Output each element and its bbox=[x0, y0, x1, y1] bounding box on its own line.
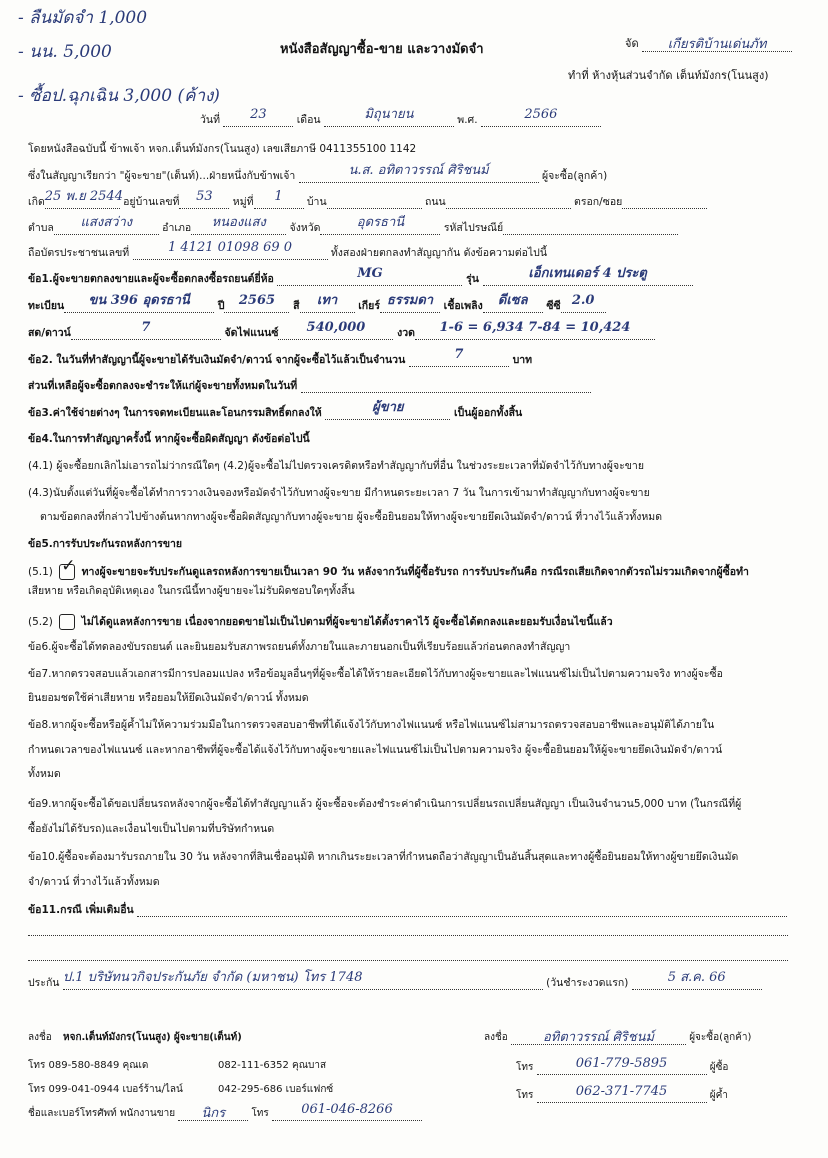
term-label: งวด bbox=[397, 327, 415, 339]
tel-2: 082-111-6352 คุณบาส bbox=[218, 1060, 327, 1071]
first-due-value: 5 ส.ค. 66 bbox=[667, 970, 726, 985]
clause-6: ข้อ6.ผู้จะซื้อได้ทดลองขับรถยนต์ และยินยอมรับสภาพรถยนต์ทั้งภายในและภายนอกเป็นที่เรียบร้อยแล้วก่อนตกลงทำสัญญา bbox=[28, 641, 571, 653]
color-value: เทา bbox=[316, 293, 338, 308]
buyer-tel-value: 061-779-5895 bbox=[575, 1056, 668, 1071]
staff-row bbox=[28, 1102, 422, 1121]
soi-label: ตรอก/ซอย bbox=[574, 196, 623, 208]
staff-label: ชื่อและเบอร์โทรศัพท์ พนักงานขาย bbox=[28, 1108, 176, 1119]
cc-field[interactable] bbox=[561, 293, 606, 313]
buyer-tel-row bbox=[516, 1056, 729, 1075]
buyer-tel-label: โทร bbox=[516, 1062, 534, 1073]
staff-tel-field[interactable] bbox=[272, 1102, 422, 1121]
guarantor-tel-field[interactable] bbox=[537, 1084, 707, 1103]
gear-label: เกียร์ bbox=[358, 300, 380, 312]
guarantor-tel-value: 062-371-7745 bbox=[575, 1084, 668, 1099]
clause-3-row bbox=[28, 400, 792, 420]
day-label: วันที่ bbox=[200, 114, 220, 126]
house-field[interactable] bbox=[179, 189, 229, 209]
insurance-row bbox=[28, 970, 792, 990]
baht-unit: บาท bbox=[512, 354, 533, 366]
month-field[interactable] bbox=[324, 107, 454, 127]
clause-4-3: (4.3)นับตั้งแต่วันที่ผู้จะซื้อได้ทำการวางเงินจองหรือมัดจำไว้กับทางผู้จะขาย มีกำหนดระยะเวลา 7 วัน ในการเข้ามาทำสัญญากับทางผู้จะขาย bbox=[28, 487, 650, 499]
warranty-90-checkbox[interactable] bbox=[59, 556, 76, 580]
tel-1: โทร 089-580-8849 คุณเด bbox=[28, 1060, 149, 1071]
clause-11-label: ข้อ11.กรณี เพิ่มเติมอื่น bbox=[28, 904, 134, 916]
fuel-label: เชื้อเพลิง bbox=[443, 300, 483, 312]
reg-field[interactable] bbox=[64, 293, 214, 313]
buyer-row bbox=[28, 163, 792, 183]
guarantor-tel-role: ผู้ค้ำ bbox=[709, 1090, 728, 1101]
village-field[interactable] bbox=[327, 194, 422, 209]
clause-3-label: ข้อ3.ค่าใช้จ่ายต่างๆ ในการจดทะเบียนและโอนกรรมสิทธิ์ตกลงให้ bbox=[28, 407, 322, 419]
clause-2b-row bbox=[28, 378, 792, 393]
note-line-2: - นน. 5,000 bbox=[18, 42, 112, 62]
fuel-value: ดีเซล bbox=[497, 293, 528, 308]
amphoe-value: หนองแสง bbox=[211, 215, 266, 230]
document-title: หนังสือสัญญาซื้อ-ขาย และวางมัดจำ bbox=[280, 42, 484, 57]
note-line-3: - ซื้อป.ฉุกเฉิน 3,000 (ค้าง) bbox=[18, 86, 220, 106]
reg-value: ขน 396 อุดรธานี bbox=[88, 293, 190, 308]
staff-name-field[interactable] bbox=[178, 1106, 248, 1121]
tel-3: โทร 099-041-0944 เบอร์ร้าน/ไลน์ bbox=[28, 1084, 183, 1095]
tambon-field[interactable] bbox=[54, 215, 159, 235]
clause-5-1-text: ทางผู้จะขายจะรับประกันดูแลรถหลังการขายเป็นเวลา 90 วัน หลังจากวันที่ผู้ซื้อรับรถ การรับประกันคือ กรณีรถเสียเกิดจากตัวรถไม่รวมเกิดจากผู้ซื้อทำ bbox=[81, 566, 749, 578]
place-row bbox=[625, 34, 792, 52]
clause-5-2-row bbox=[28, 614, 792, 630]
clause-5-1-num: (5.1) bbox=[28, 566, 53, 578]
clause-5-2-text: ไม่ได้ดูแลหลังการขาย เนื่องจากยอดขายไม่เป็นไปตามที่ผู้จะขายได้ตั้งราคาไว้ ผู้จะซื้อได้ตกลงและยอมรับเงื่อนไขนี้แล้ว bbox=[81, 616, 613, 628]
down-label: สด/ดาวน์ bbox=[28, 327, 71, 339]
blank-line-1[interactable] bbox=[28, 935, 788, 936]
month-label: เดือน bbox=[296, 114, 321, 126]
vehicle-row bbox=[28, 293, 792, 313]
gear-value: ธรรมดา bbox=[386, 293, 434, 308]
fuel-field[interactable] bbox=[483, 293, 543, 313]
clause-8: ข้อ8.หากผู้จะซื้อหรือผู้ค้ำไม่ให้ความร่วมมือในการตรวจสอบอาชีพที่ได้แจ้งไว้กับทางไฟแนนซ์ หรือไฟแนนซ์ไม่สามารถตรวจสอบอาชีพและอนุมัติได้ภายใน bbox=[28, 719, 715, 731]
address-row bbox=[28, 189, 792, 209]
year-value: 2566 bbox=[524, 107, 558, 122]
clause-8c: ทั้งหมด bbox=[28, 768, 61, 780]
id-label: ถือบัตรประชาชนเลขที่ bbox=[28, 247, 130, 259]
month-value: มิถุนายน bbox=[364, 107, 414, 122]
clause-8b: กำหนดเวลาของไฟแนนซ์ และหากอาชีพที่ผู้จะซื้อได้แจ้งไว้กับทางผู้จะขายและไฟแนนซ์ไม่เป็นไปตามความจริง ผู้จะซื้อยินยอมให้ผู้จะขายยึดเงินมัดจำ/ดาวน์ bbox=[28, 744, 723, 756]
guarantor-tel-row bbox=[516, 1084, 728, 1103]
clause-10: ข้อ10.ผู้ซื้อจะต้องมารับรถภายใน 30 วัน หลังจากที่สินเชื่ออนุมัติ หากเกินระยะเวลาที่กำหนดถือว่าสัญญาเป็นอันสิ้นสุดและทางผู้ซื้อยินยอมให้ทางผู้ขายยึดเงินมัด bbox=[28, 851, 739, 863]
soi-field[interactable] bbox=[622, 194, 707, 209]
province-field[interactable] bbox=[320, 215, 440, 235]
tel-row-1 bbox=[28, 1058, 148, 1073]
buyer-name-field[interactable] bbox=[299, 163, 539, 183]
clause-4-1: (4.1) ผู้จะซื้อยกเลิกไม่เอารถไม่ว่ากรณีใดๆ (4.2)ผู้จะซื้อไม่ไปตรวจเครดิตหรือทำสัญญากับที่อื่น ในช่วงระยะเวลาที่มัดจำไว้กับทางผู้จะขาย bbox=[28, 460, 644, 472]
moo-value: 1 bbox=[274, 189, 283, 204]
id-row bbox=[28, 240, 792, 260]
term-value: 1-6 = 6,934 7-84 = 10,424 bbox=[439, 320, 631, 335]
fee-payer-value: ผู้ขาย bbox=[372, 400, 404, 415]
reg-label: ทะเบียน bbox=[28, 300, 65, 312]
id-field[interactable] bbox=[133, 240, 328, 260]
clause-4-3b: ตามข้อตกลงที่กล่าวไปข้างต้นหากทางผู้จะซื้อผิดสัญญากับทางผู้จะขาย ผู้จะซื้อยินยอมให้ทางผู้จะขายยึดเงินมัดจำ/ดาวน์ ที่วางไว้แล้วทั้งหมด bbox=[40, 511, 663, 523]
clause-2-label: ข้อ2. ในวันที่ทำสัญญานี้ผู้จะขายได้รับเงินมัดจำ/ดาวน์ จากผู้จะซื้อไว้แล้วเป็นจำนวน bbox=[28, 354, 406, 366]
insurance-value: ป.1 บริษัทนวกิจประกันภัย จำกัด (มหาชน) โทร 1748 bbox=[62, 970, 363, 985]
term-field[interactable] bbox=[415, 320, 655, 340]
clause-1-row bbox=[28, 266, 792, 286]
moo-label: หมู่ที่ bbox=[232, 196, 254, 208]
year-label: พ.ศ. bbox=[457, 114, 478, 126]
amphoe-field[interactable] bbox=[191, 215, 286, 235]
district-row bbox=[28, 215, 792, 235]
clause-3-suffix: เป็นผู้ออกทั้งสิ้น bbox=[453, 407, 523, 419]
day-field[interactable] bbox=[223, 107, 293, 127]
model-value: เอ็กเทนเดอร์ 4 ประตู bbox=[528, 266, 647, 281]
model-field[interactable] bbox=[483, 266, 693, 286]
day-value: 23 bbox=[250, 107, 267, 122]
buyer-sign-label: ลงชื่อ bbox=[484, 1032, 508, 1043]
blank-line-2[interactable] bbox=[28, 960, 788, 961]
staff-name-value: นิกร bbox=[201, 1106, 226, 1121]
clause-2-row bbox=[28, 347, 792, 367]
down-field[interactable] bbox=[71, 320, 221, 340]
payment-row bbox=[28, 320, 792, 340]
note-line-1: - ลืนมัดจำ 1,000 bbox=[18, 8, 148, 28]
clause-4-head: ข้อ4.ในการทำสัญญาครั้งนี้ หากผู้จะซื้อผิดสัญญา ดังข้อต่อไปนี้ bbox=[28, 433, 310, 445]
buyer-sign-value: อทิตาวรรณ์ ศิริชนม์ bbox=[542, 1030, 655, 1045]
clause-9b: ซื้อยังไม่ได้รับรถ)และเงื่อนไขเป็นไปตามที่บริษัทกำหนด bbox=[28, 823, 275, 835]
color-label: สี bbox=[293, 300, 300, 312]
brand-field[interactable] bbox=[277, 266, 462, 286]
no-warranty-checkbox[interactable] bbox=[59, 614, 75, 630]
cc-value: 2.0 bbox=[571, 293, 595, 308]
insurance-field[interactable] bbox=[62, 970, 543, 990]
cc-label: ซีซี bbox=[546, 300, 561, 312]
place-value: เกียรติบ้านเด่นภัท bbox=[667, 37, 767, 52]
deposit-field[interactable] bbox=[409, 347, 509, 367]
road-label: ถนน bbox=[424, 196, 446, 208]
clause-5-2-num: (5.2) bbox=[28, 616, 53, 628]
id-value: 1 4121 01098 69 0 bbox=[168, 240, 293, 255]
road-field[interactable] bbox=[446, 194, 571, 209]
id-suffix: ทั้งสองฝ่ายตกลงทำสัญญากัน ดังข้อความต่อไปนี้ bbox=[330, 247, 548, 259]
seller-sign-label: ลงชื่อ bbox=[28, 1032, 52, 1043]
color-field[interactable] bbox=[300, 293, 355, 313]
finance-value: 540,000 bbox=[306, 320, 366, 335]
seller-role: ผู้จะขาย(เต็นท์) bbox=[173, 1032, 242, 1043]
moo-field[interactable] bbox=[254, 189, 304, 209]
clause-5-1b: เสียหาย หรือเกิดอุบัติเหตุเอง ในกรณีนี้ทางผู้ขายจะไม่รับผิดชอบใดๆทั้งสิ้น bbox=[28, 585, 355, 597]
staff-tel-label: โทร bbox=[251, 1108, 269, 1119]
clause-5-head: ข้อ5.การรับประกันรถหลังการขาย bbox=[28, 538, 183, 550]
buyer-sign-field[interactable] bbox=[511, 1030, 686, 1045]
vehicle-year-label: ปี bbox=[217, 300, 225, 312]
house-value: 53 bbox=[196, 189, 213, 204]
clause-11-field[interactable] bbox=[137, 902, 787, 917]
remaining-date-field[interactable] bbox=[301, 378, 591, 393]
born-value: 25 พ.ย 2544 bbox=[44, 189, 123, 204]
house-label: อยู่บ้านเลขที่ bbox=[123, 196, 180, 208]
seller-prefix: ซึ่งในสัญญาเรียกว่า "ผู้จะขาย"(เต็นท์)...ฝ่ายหนึ่งกับข้าพเจ้า bbox=[28, 170, 296, 182]
vehicle-year-field[interactable] bbox=[224, 293, 289, 313]
place-label: จัด bbox=[625, 37, 639, 50]
made-at: ทำที่ ห้างหุ้นส่วนจำกัด เต็นท์มังกร(โนนสูง) bbox=[568, 69, 769, 82]
buyer-label: ผู้จะซื้อ(ลูกค้า) bbox=[541, 170, 608, 182]
born-field[interactable] bbox=[44, 189, 123, 209]
buyer-signature bbox=[484, 1030, 751, 1045]
finance-label: จัดไฟแนนซ์ bbox=[224, 327, 279, 339]
check-icon: ✓ bbox=[61, 556, 76, 576]
clause-10b: จำ/ดาวน์ ที่วางไว้แล้วทั้งหมด bbox=[28, 876, 160, 888]
deposit-value: 7 bbox=[454, 347, 464, 362]
clause-7: ข้อ7.หากตรวจสอบแล้วเอกสารมีการปลอมแปลง หรือข้อมูลอื่นๆที่ผู้จะซื้อได้ให้รายละเอียดไว้กับทางผู้จะขายและไฟแนนซ์ไม่เป็นไปตามความจริง ทางผู้จะซื้อ bbox=[28, 668, 723, 680]
seller-signature bbox=[28, 1030, 242, 1045]
born-label: เกิด bbox=[28, 196, 45, 208]
finance-field[interactable] bbox=[278, 320, 393, 340]
village-label: บ้าน bbox=[306, 196, 327, 208]
province-label: จังหวัด bbox=[289, 222, 321, 234]
brand-value: MG bbox=[357, 266, 383, 281]
down-value: 7 bbox=[141, 320, 151, 335]
clause-11-row bbox=[28, 902, 792, 917]
buyer-tel-field[interactable] bbox=[537, 1056, 707, 1075]
clause-7b: ยินยอมชดใช้ค่าเสียหาย หรือยอมให้ยึดเงินมัดจำ/ดาวน์ ทั้งหมด bbox=[28, 692, 309, 704]
buyer-name-value: น.ส. อทิตาวรรณ์ ศิริชนม์ bbox=[348, 163, 489, 178]
postcode-field[interactable] bbox=[503, 220, 678, 235]
postcode-label: รหัสไปรษณีย์ bbox=[443, 222, 504, 234]
intro-line: โดยหนังสือฉบับนี้ ข้าพเจ้า หจก.เต็นท์มังกร(โนนสูง) เลขเสียภาษี 0411355100 1142 bbox=[28, 143, 417, 155]
year-field[interactable] bbox=[481, 107, 601, 127]
seller-name: หจก.เต็นท์มังกร(โนนสูง) bbox=[63, 1032, 171, 1043]
clause-9: ข้อ9.หากผู้จะซื้อได้ขอเปลี่ยนรถหลังจากผู้จะซื้อได้ทำสัญญาแล้ว ผู้จะซื้อจะต้องชำระค่าดำเนินการเปลี่ยนรถเปลี่ยนสัญญา เป็นเงินจำนวน5,000 บาท (ในกรณีที่ผู้ bbox=[28, 798, 742, 810]
model-label: รุ่น bbox=[466, 273, 479, 285]
insurance-label: ประกัน bbox=[28, 977, 60, 989]
tel-4: 042-295-686 เบอร์แฟกซ์ bbox=[218, 1084, 334, 1095]
amphoe-label: อำเภอ bbox=[162, 222, 192, 234]
place-field[interactable] bbox=[642, 37, 792, 52]
clause-5-1-row bbox=[28, 556, 792, 580]
clause-2b-label: ส่วนที่เหลือผู้จะซื้อตกลงจะชำระให้แก่ผู้จะขายทั้งหมดในวันที่ bbox=[28, 380, 298, 392]
first-due-field[interactable] bbox=[632, 970, 762, 990]
fee-payer-field[interactable] bbox=[325, 400, 450, 420]
province-value: อุดรธานี bbox=[356, 215, 405, 230]
tambon-value: แสงสว่าง bbox=[80, 215, 133, 230]
staff-tel-value: 061-046-8266 bbox=[301, 1102, 393, 1117]
guarantor-tel-label: โทร bbox=[516, 1090, 534, 1101]
buyer-tel-role: ผู้ซื้อ bbox=[709, 1062, 729, 1073]
first-due-label: (วันชำระงวดแรก) bbox=[546, 977, 629, 989]
vehicle-year-value: 2565 bbox=[238, 293, 276, 308]
gear-field[interactable] bbox=[380, 293, 440, 313]
clause-1-label: ข้อ1.ผู้จะขายตกลงขายและผู้จะซื้อตกลงซื้อรถยนต์ยี่ห้อ bbox=[28, 273, 274, 285]
date-row bbox=[200, 107, 792, 127]
buyer-sign-role: ผู้จะซื้อ(ลูกค้า) bbox=[689, 1032, 752, 1043]
tambon-label: ตำบล bbox=[28, 222, 54, 234]
